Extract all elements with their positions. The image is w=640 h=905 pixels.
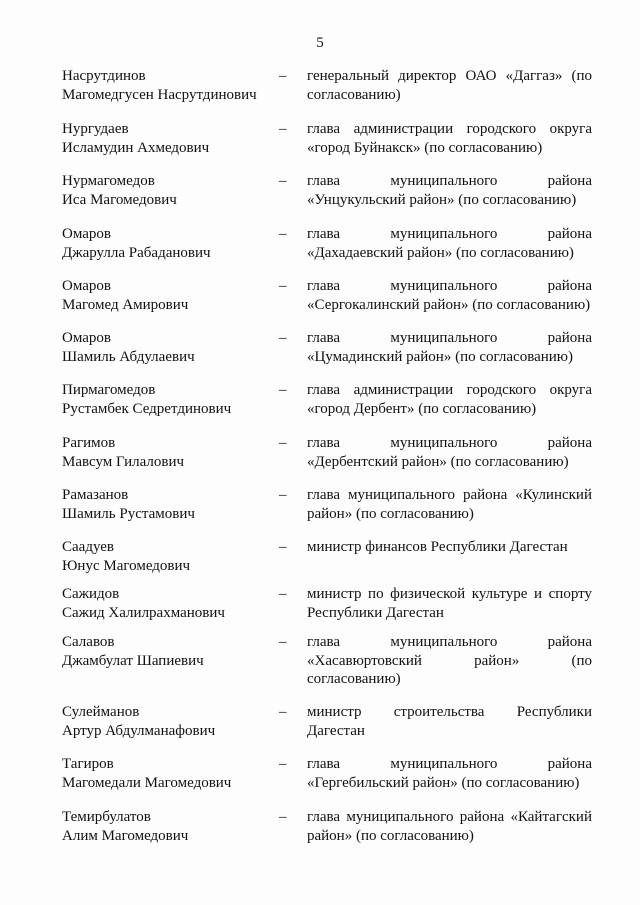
dash: – [279,226,287,242]
position-description: глава муниципального района «Кулинский район» (по согласованию) [307,487,592,522]
given-name: Алим Магомедович [62,827,189,844]
person-name [62,329,272,366]
surname: Омаров [62,330,111,346]
person-name [62,486,272,523]
position-description: глава муниципального района «Сергокалинский район» (по согласованию) [307,278,592,313]
person-name [62,538,272,575]
given-name: Магомед Амирович [62,296,189,313]
dash: – [279,487,287,503]
position-description: министр финансов Республики Дагестан [307,539,568,555]
dash: – [279,68,287,84]
dash: – [279,435,287,451]
surname: Нурмагомедов [62,173,155,189]
person-name [62,172,272,209]
person-name [62,808,272,845]
position-description: министр по физической культуре и спорту Республики Дагестан [307,586,592,621]
surname: Насрутдинов [62,68,146,84]
position-description: глава муниципального района «Унцукульский район» (по согласованию) [307,173,592,208]
surname: Тагиров [62,756,114,772]
given-name: Рустамбек Седретдинович [62,400,232,417]
person-name [62,585,272,622]
surname: Омаров [62,226,111,242]
given-name: Шамиль Абдулаевич [62,348,195,365]
given-name: Артур Абдулманафович [62,722,216,739]
dash: – [279,704,287,720]
dash: – [279,173,287,189]
person-name [62,277,272,314]
given-name: Юнус Магомедович [62,557,191,574]
dash: – [279,539,287,555]
page-number: 5 [316,35,324,51]
dash: – [279,330,287,346]
given-name: Шамиль Рустамович [62,505,195,522]
position-description: глава администрации городского округа «город Дербент» (по согласованию) [307,382,592,417]
position-description: глава муниципального района «Цумадинский район» (по согласованию) [307,330,592,365]
surname: Пирмагомедов [62,382,156,398]
position-description: глава муниципального района «Дахадаевский район» (по согласованию) [307,226,592,261]
given-name: Магомедгусен Насрутдинович [62,86,257,103]
position-description: министр строительства Республики Дагестан [307,704,592,739]
dash: – [279,586,287,602]
given-name: Иса Магомедович [62,191,177,208]
surname: Рагимов [62,435,116,451]
person-name [62,381,272,418]
given-name: Джарулла Рабаданович [62,244,211,261]
surname: Рамазанов [62,487,129,503]
dash: – [279,278,287,294]
surname: Нургудаев [62,121,129,137]
dash: – [279,809,287,825]
person-name [62,120,272,157]
position-description: глава муниципального района «Дербентский район» (по согласованию) [307,435,592,470]
surname: Сулейманов [62,704,140,720]
position-description: глава муниципального района «Кайтагский район» (по согласованию) [307,809,592,844]
surname: Саадуев [62,539,114,555]
given-name: Джамбулат Шапиевич [62,652,204,669]
dash: – [279,756,287,772]
dash: – [279,121,287,137]
person-name [62,434,272,471]
position-description: глава муниципального района «Хасавюртовский район» (по согласованию) [307,634,592,687]
position-description: глава администрации городского округа «город Буйнакск» (по согласованию) [307,121,592,156]
surname: Сажидов [62,586,120,602]
given-name: Исламудин Ахмедович [62,139,210,156]
position-description: генеральный директор ОАО «Даггаз» (по согласованию) [307,68,592,103]
person-name [62,225,272,262]
person-name [62,633,272,670]
given-name: Сажид Халилрахманович [62,604,225,621]
given-name: Магомедали Магомедович [62,774,232,791]
surname: Салавов [62,634,115,650]
person-name [62,703,272,740]
dash: – [279,634,287,650]
given-name: Мавсум Гилалович [62,453,185,470]
surname: Омаров [62,278,111,294]
dash: – [279,382,287,398]
person-name [62,67,272,104]
position-description: глава муниципального района «Гергебильский район» (по согласованию) [307,756,592,791]
person-name [62,755,272,792]
surname: Темирбулатов [62,809,151,825]
